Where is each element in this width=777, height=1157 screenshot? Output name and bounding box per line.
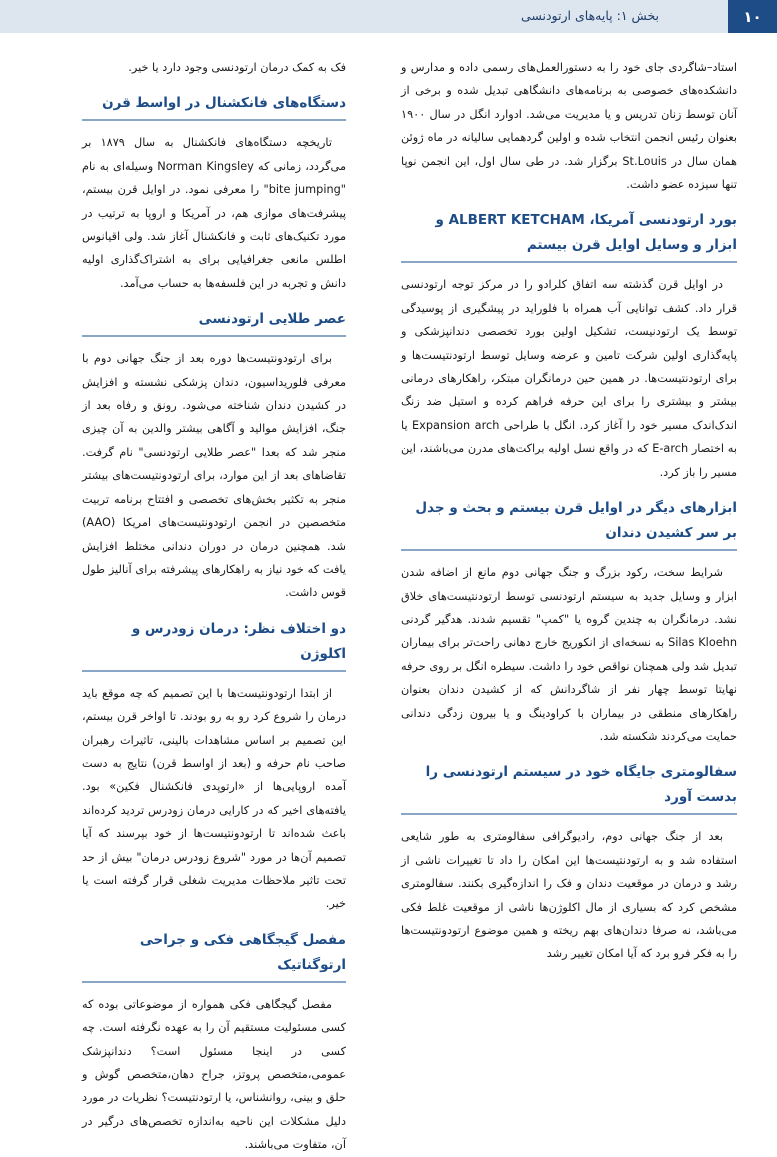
paragraph-cephalometry: بعد از جنگ جهانی دوم، رادیوگرافی سفالومتری به طور شایعی استفاده شد و به ارتودنتیست‌ها این امکان را داد تا تغییرات ناشی از رشد و درمان در موقعیت دندان و فک را اندازه‌گیری بکنند. سفالومتری مشخص کرد که بسیاری از مال اکلوژن‌ها ناشی از موقعیت غلط فکی می‌باشد، نه صرفا دندان‌های بهم ریخته و همین موضوع ارتودونتیست‌ها را به فکر فرو برد که آیا امکان تغییر رشد [401, 830, 737, 961]
heading-golden-age: عصر طلایی ارتودنسی [82, 307, 346, 337]
heading-functional-appliances: دستگاه‌های فانکشنال در اواسط قرن [82, 91, 346, 121]
right-column [401, 56, 737, 966]
paragraph-two-controversies: از ابتدا ارتودونتیست‌ها با این تصمیم که چه موقع باید درمان را شروع کرد رو به رو بودند. تا اواخر قرن بیستم، این تصمیم بر اساس مشاهدات بالینی، تاثیرات رهبران صاحب نام حرفه و (بعد از اواسط قرن) نتایج به دست آمده اروپایی‌ها از «ارتوپدی فانکشنال فکین» بود. یافته‌های اخیر که در کارایی درمان زودرس تردید کرده‌اند باعث شده‌اند تا ارتودونتیست‌ها از خود بپرسند که آیا تصمیم آن‌ها در مورد "شروع زودرس درمان" بیش از حد تحت تاثیر ملاحظات مدیریت شغلی قرار گرفته است یا خیر. [82, 686, 346, 911]
heading-cephalometry: سفالومتری جایگاه خود در سیستم ارتودنسی را بدست آورد [401, 760, 737, 815]
continuation-paragraph: فک به کمک درمان ارتودنسی وجود دارد یا خیر. [128, 61, 346, 74]
paragraph-american-board: در اوایل قرن گذشته سه اتفاق کلرادو را در مرکز توجه ارتودنسی قرار داد. کشف توانایی آب همراه با فلوراید در پیشگیری از پوسیدگی توسط یک ارتودنیست، تشکیل اولین بورد تخصصی دندانپزشکی و پایه‌گذاری اولین شرکت تامین و عرضه وسایل توسط ارتودنتیست‌ها و برای ارتودنتیست‌ها. در همین حین درمانگران مبتکر، راهکارهای درمانی بیشتر و بیشتری را برای این حرفه فراهم کرده و استیل ضد زنگ اندک‌اندک مسیر خود را آغاز کرد. انگل با طراحی Expansion arch یا به اختصار E-arch که در واقع نسل اولیه براکت‌های مدرن می‌باشند، این مسیر را باز کرد. [401, 278, 738, 479]
heading-tmj-orthognathic: مفصل گیجگاهی فکی و جراحی ارتوگناتیک [82, 928, 346, 983]
page-number-box: ۱۰ [728, 0, 777, 33]
left-column [82, 56, 346, 1157]
paragraph-functional-appliances: تاریخچه دستگاه‌های فانکشنال به سال ۱۸۷۹ بر می‌گردد، زمانی که Norman Kingsley وسیله‌ای به نام "bite jumping" را معرفی نمود. در اوایل قرن بیستم، پیشرفت‌های موازی هم، در آمریکا و اروپا به ترتیب در مورد تکنیک‌های ثابت و فانکشنال آغاز شد. ولی اقیانوس اطلس مانعی جغرافیایی برای به اشتراک‌گذاری اولیه دانش و تجربه در این فلسفه‌ها به حساب می‌آمد. [82, 136, 346, 290]
paragraph-extraction-debate: شرایط سخت، رکود بزرگ و جنگ جهانی دوم مانع از اضافه شدن ابزار و وسایل جدید به سیستم ارتودنسی توسط ارتودنتیست‌های خلاق نشد. درمانگران به چندین گروه یا "کمپ" تقسیم شدند. هدگیر گردنی Silas Kloehn به نسخه‌ای از انکوریج خارج دهانی راحت‌تر برای بیماران تبدیل شد ولی همچنان نواقص خود را داشت. سیطره انگل بر روی حرفه نهایتا توسط چهار نفر از شاگردانش که از کشیدن دندان بعنوان راهکارهای منطقی در بیماران با کراودینگ و یا بیرون زدگی دندانی حمایت می‌کردند شکسته شد. [401, 566, 738, 743]
paragraph-tmj-orthognathic: مفصل گیجگاهی فکی همواره از موضوعاتی بوده که کسی مسئولیت مستقیم آن را به عهده نگرفته است. چه کسی در اینجا مسئول است؟ دندانپزشک عمومی،متخصص پروتز، جراح دهان،متخصص گوش و حلق و بینی، روانشناس، یا ارتودنتیست؟ نظریات در مورد دلیل مشکلات این ناحیه به‌اندازه تخصص‌های درگیر در آن، متفاوت می‌باشند. [82, 997, 346, 1152]
heading-extraction-debate: ابزارهای دیگر در اوایل قرن بیستم و بحث و جدل بر سر کشیدن دندان [401, 496, 737, 551]
heading-two-controversies: دو اختلاف نظر: درمان زودرس و اکلوژن [82, 617, 346, 672]
heading-american-board: بورد ارتودنسی آمریکا، ALBERT KETCHAM و ابزار و وسایل اوایل قرن بیستم [401, 208, 737, 263]
intro-paragraph: استاد–شاگردی جای خود را به دستورالعمل‌های رسمی داده و مدارس و دانشکده‌های خصوصی به برنامه‌های دانشگاهی تبدیل شده و برخی از آنان توسط زنان تدریس و یا مدیریت می‌شد. ادوارد انگل در سال ۱۹۰۰ بعنوان رئیس انجمن انتخاب شده و اولین گردهمایی سالیانه در ماه ژوئن همان سال در St.Louis برگزار شد. در طی سال اول، این انجمن نوپا تنها سیزده عضو داشت. [401, 61, 737, 192]
paragraph-golden-age: برای ارتودونتیست‌ها دوره بعد از جنگ جهانی دوم با معرفی فلوریداسیون، دندان پزشکی نشسته و افزایش در کشیدن دندان شناخته می‌شود. رونق و رفاه بعد از جنگ، افزایش موالید و آگاهی بیشتر والدین به آن چیزی منجر شد که بعدا "عصر طلایی ارتودنسی" نام گرفت. تقاضاهای بعد از این موارد، برای ارتودونتیست‌های بیشتر منجر به تکثیر بخش‌های تخصصی و افتتاح برنامه تربیت متخصصین در انجمن ارتودونتیست‌های امریکا (AAO) شد. همچنین درمان در دوران دندانی مختلط افزایش یافت که خود نیاز به راهکارهای پیشرفته برای آنالیز طول قوس داشت. [82, 352, 346, 600]
section-title: بخش ۱: پایه‌های ارتودنسی [520, 8, 659, 23]
page-header [0, 0, 777, 37]
